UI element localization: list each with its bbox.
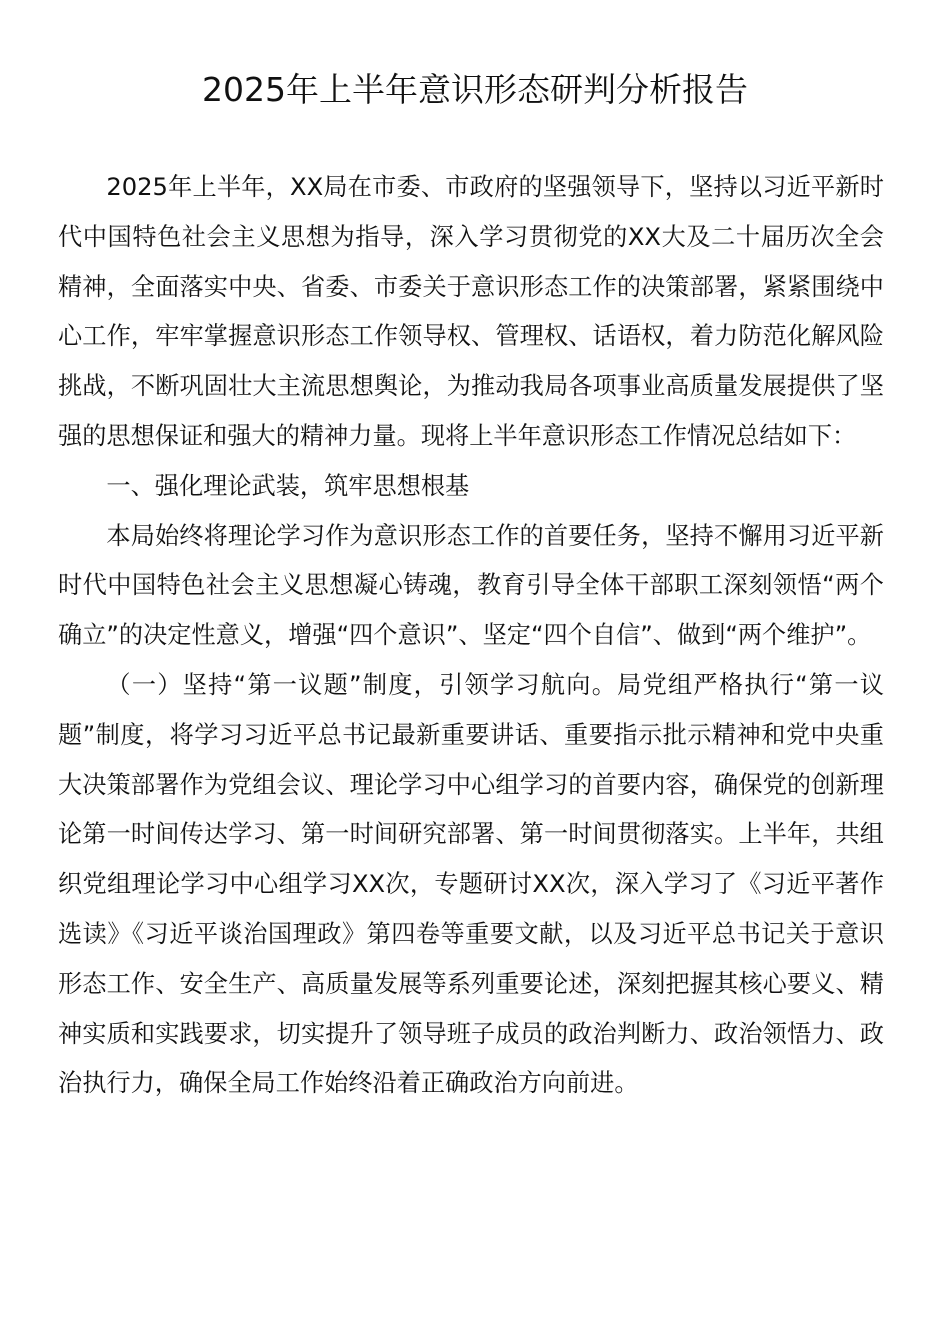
intro-paragraph: 2025年上半年，XX局在市委、市政府的坚强领导下，坚持以习近平新时代中国特色社会主义思想为指导，深入学习贯彻党的XX大及二十届历次全会精神，全面落实中央、省委、市委关于意识形态工作的决策部署，紧紧围绕中心工作，牢牢掌握意识形态工作领导权、管理权、话语权，着力防范化解风险挑战，不断巩固壮大主流思想舆论，为推动我局各项事业高质量发展提供了坚强的思想保证和强大的精神力量。现将上半年意识形态工作情况总结如下： xyxy=(58,173,884,450)
document-body xyxy=(58,163,884,1109)
subsection-1-paragraph: （一）坚持“第一议题”制度，引领学习航向。局党组严格执行“第一议题”制度，将学习习近平总书记最新重要讲话、重要指示批示精神和党中央重大决策部署作为党组会议、理论学习中心组学习的首要内容，确保党的创新理论第一时间传达学习、第一时间研究部署、第一时间贯彻落实。上半年，共组织党组理论学习中心组学习XX次，专题研讨XX次，深入学习了《习近平著作选读》《习近平谈治国理政》第四卷等重要文献，以及习近平总书记关于意识形态工作、安全生产、高质量发展等系列重要论述，深刻把握其核心要义、精神实质和实践要求，切实提升了领导班子成员的政治判断力、政治领悟力、政治执行力，确保全局工作始终沿着正确政治方向前进。 xyxy=(58,670,884,1098)
section-heading-1: 一、强化理论武装，筑牢思想根基 xyxy=(106,471,470,500)
document-title: 2025年上半年意识形态研判分析报告 xyxy=(202,70,748,109)
section-1-paragraph: 本局始终将理论学习作为意识形态工作的首要任务，坚持不懈用习近平新时代中国特色社会主义思想凝心铸魂，教育引导全体干部职工深刻领悟“两个确立”的决定性意义，增强“四个意识”、坚定“四个自信”、做到“两个维护”。 xyxy=(58,521,884,650)
